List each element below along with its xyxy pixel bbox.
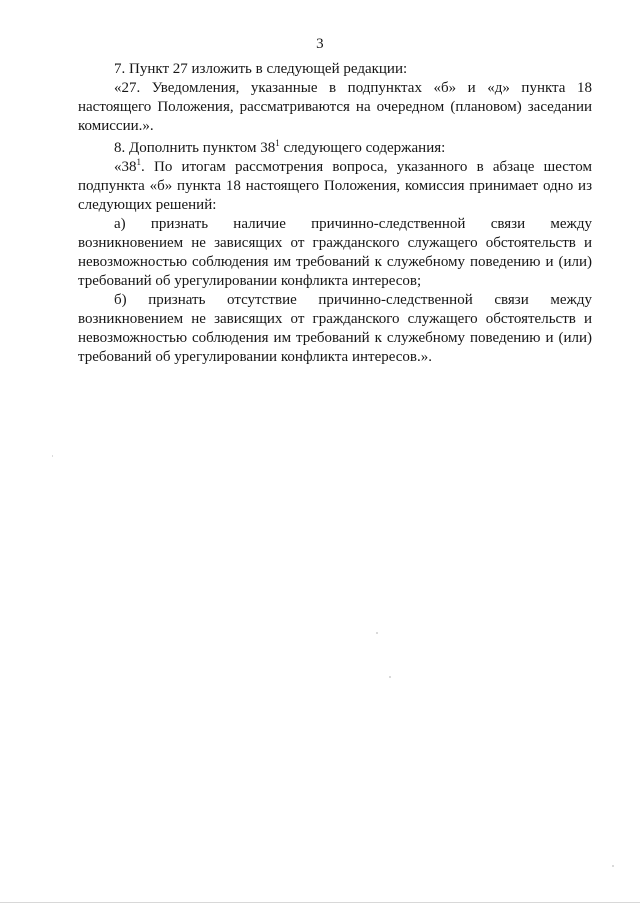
paragraph-8-heading (78, 139, 592, 158)
document-body (78, 60, 592, 367)
page-number: 3 (316, 36, 324, 52)
scan-bottom-edge (0, 902, 640, 903)
scan-speck (52, 455, 53, 457)
scan-speck (612, 865, 614, 867)
paragraph-7-heading: 7. Пункт 27 изложить в следующей редакции: (114, 61, 408, 77)
paragraph-38-1-intro (78, 158, 592, 215)
paragraph-38-1-number: «38 (114, 159, 137, 175)
paragraph-38-1-text: . По итогам рассмотрения вопроса, указанного в абзаце шестом подпункта «б» пункта 18 настоящего Положения, комиссия принимает одно из следующих решений: (78, 159, 592, 213)
paragraph-8-heading-end: следующего содержания: (279, 140, 446, 156)
paragraph-38-1-superscript: 1 (136, 157, 141, 167)
list-item-a: а) признать наличие причинно-следственной связи между возникновением не зависящих от гражданского служащего обстоятельств и невозможностью соблюдения им требований к служебному поведению и (или) требований об урегулировании конфликта интересов; (78, 216, 592, 289)
paragraph-7-text: «27. Уведомления, указанные в подпунктах «б» и «д» пункта 18 настоящего Положения, рассматриваются на очередном (плановом) заседании комиссии.». (78, 80, 592, 134)
paragraph-8-heading-superscript: 1 (275, 138, 280, 148)
list-item-b: б) признать отсутствие причинно-следственной связи между возникновением не зависящих от гражданского служащего обстоятельств и невозможностью соблюдения им требований к служебному поведению и (или) требований об урегулировании конфликта интересов.». (78, 292, 592, 365)
scan-speck (389, 676, 391, 678)
scan-speck (376, 632, 378, 634)
paragraph-8-heading-start: 8. Дополнить пунктом 38 (114, 140, 276, 156)
